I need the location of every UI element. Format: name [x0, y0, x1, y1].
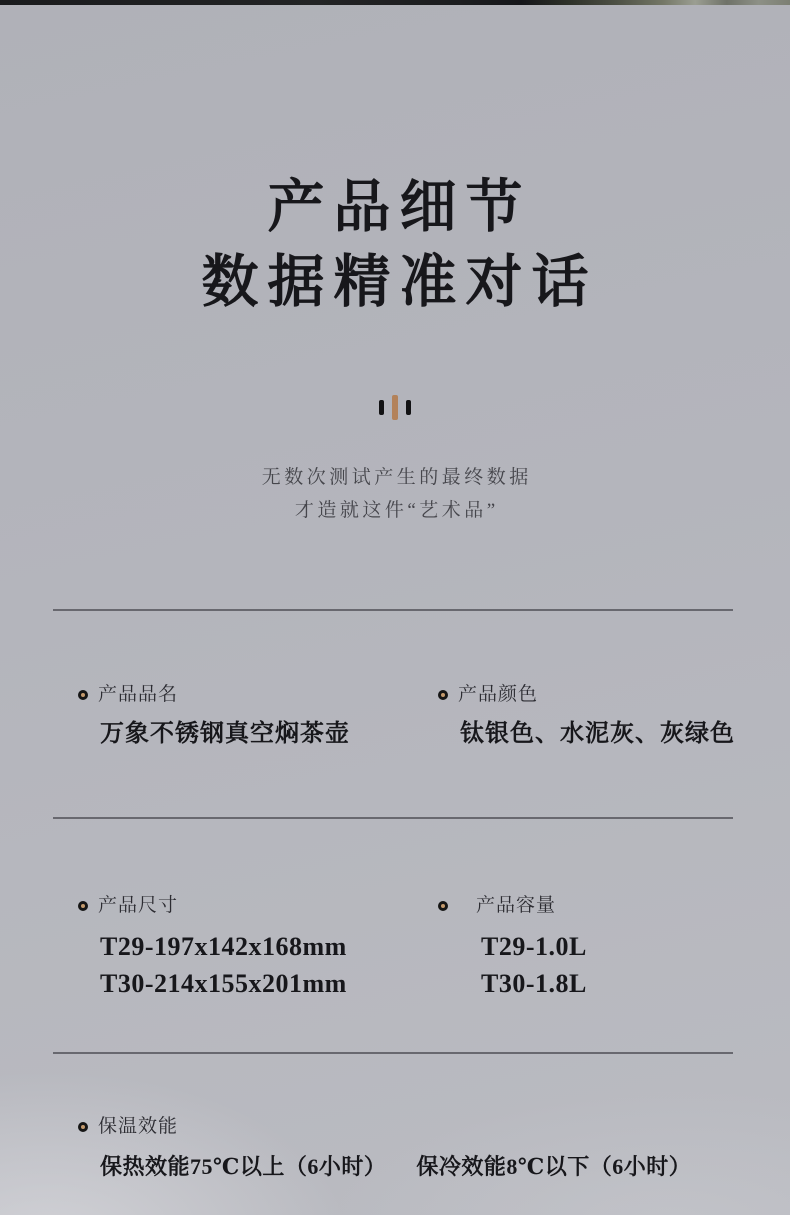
spec-product-color-header [438, 684, 735, 705]
thermal-heat-value: 保热效能75℃以上（6小时） [100, 1154, 387, 1179]
section-divider-2 [53, 817, 733, 819]
thermal-cold-value: 保冷效能8℃以下（6小时） [416, 1154, 692, 1179]
bullet-dot-icon [78, 901, 88, 911]
capacity-line-t30: T30-1.8L [481, 968, 587, 998]
spec-product-name [78, 684, 350, 751]
page-title-line1: 产品细节 [267, 176, 532, 239]
spec-product-size-values [78, 929, 347, 1002]
divider-bar-right-icon [406, 400, 411, 415]
spec-product-name-header [78, 684, 350, 705]
page-title [0, 170, 790, 320]
size-line-t30: T30-214x155x201mm [100, 968, 347, 998]
page-subtitle-line1: 无数次测试产生的最终数据 [261, 467, 532, 488]
spec-product-capacity-header [438, 895, 587, 916]
page-title-line2: 数据精准对话 [201, 251, 598, 314]
section-divider-1 [53, 609, 733, 611]
bullet-dot-icon [438, 901, 448, 911]
spec-thermal-performance-label: 保温效能 [98, 1116, 179, 1137]
divider-bar-center-icon [392, 395, 398, 420]
size-line-t29: T29-197x142x168mm [100, 932, 347, 961]
spec-product-capacity-values [438, 929, 587, 1002]
spec-product-capacity-label: 产品容量 [476, 895, 557, 916]
bullet-dot-icon [78, 1122, 88, 1132]
spec-thermal-performance-value [78, 1150, 691, 1183]
spec-product-name-label: 产品品名 [98, 684, 179, 705]
spec-product-size-header [78, 895, 347, 916]
spec-product-color-label: 产品颜色 [458, 684, 539, 705]
spec-product-name-value: 万象不锈钢真空焖茶壶 [100, 721, 350, 747]
page-subtitle [0, 461, 790, 527]
spec-product-size-label: 产品尺寸 [98, 895, 179, 916]
section-divider-3 [53, 1052, 733, 1054]
spec-product-capacity [438, 895, 587, 1002]
capacity-line-t29: T29-1.0L [481, 932, 587, 961]
spec-thermal-performance-header [78, 1116, 691, 1137]
spec-product-size [78, 895, 347, 1002]
page-subtitle-line2: 才造就这件“艺术品” [294, 500, 499, 521]
bullet-dot-icon [78, 690, 88, 700]
spec-thermal-performance [78, 1116, 691, 1183]
decorative-bars-divider [0, 395, 790, 420]
spec-product-color [438, 684, 735, 751]
photo-edge-strip [0, 0, 790, 5]
bullet-dot-icon [438, 690, 448, 700]
divider-bar-left-icon [379, 400, 384, 415]
spec-product-color-value: 钛银色、水泥灰、灰绿色 [460, 721, 735, 747]
